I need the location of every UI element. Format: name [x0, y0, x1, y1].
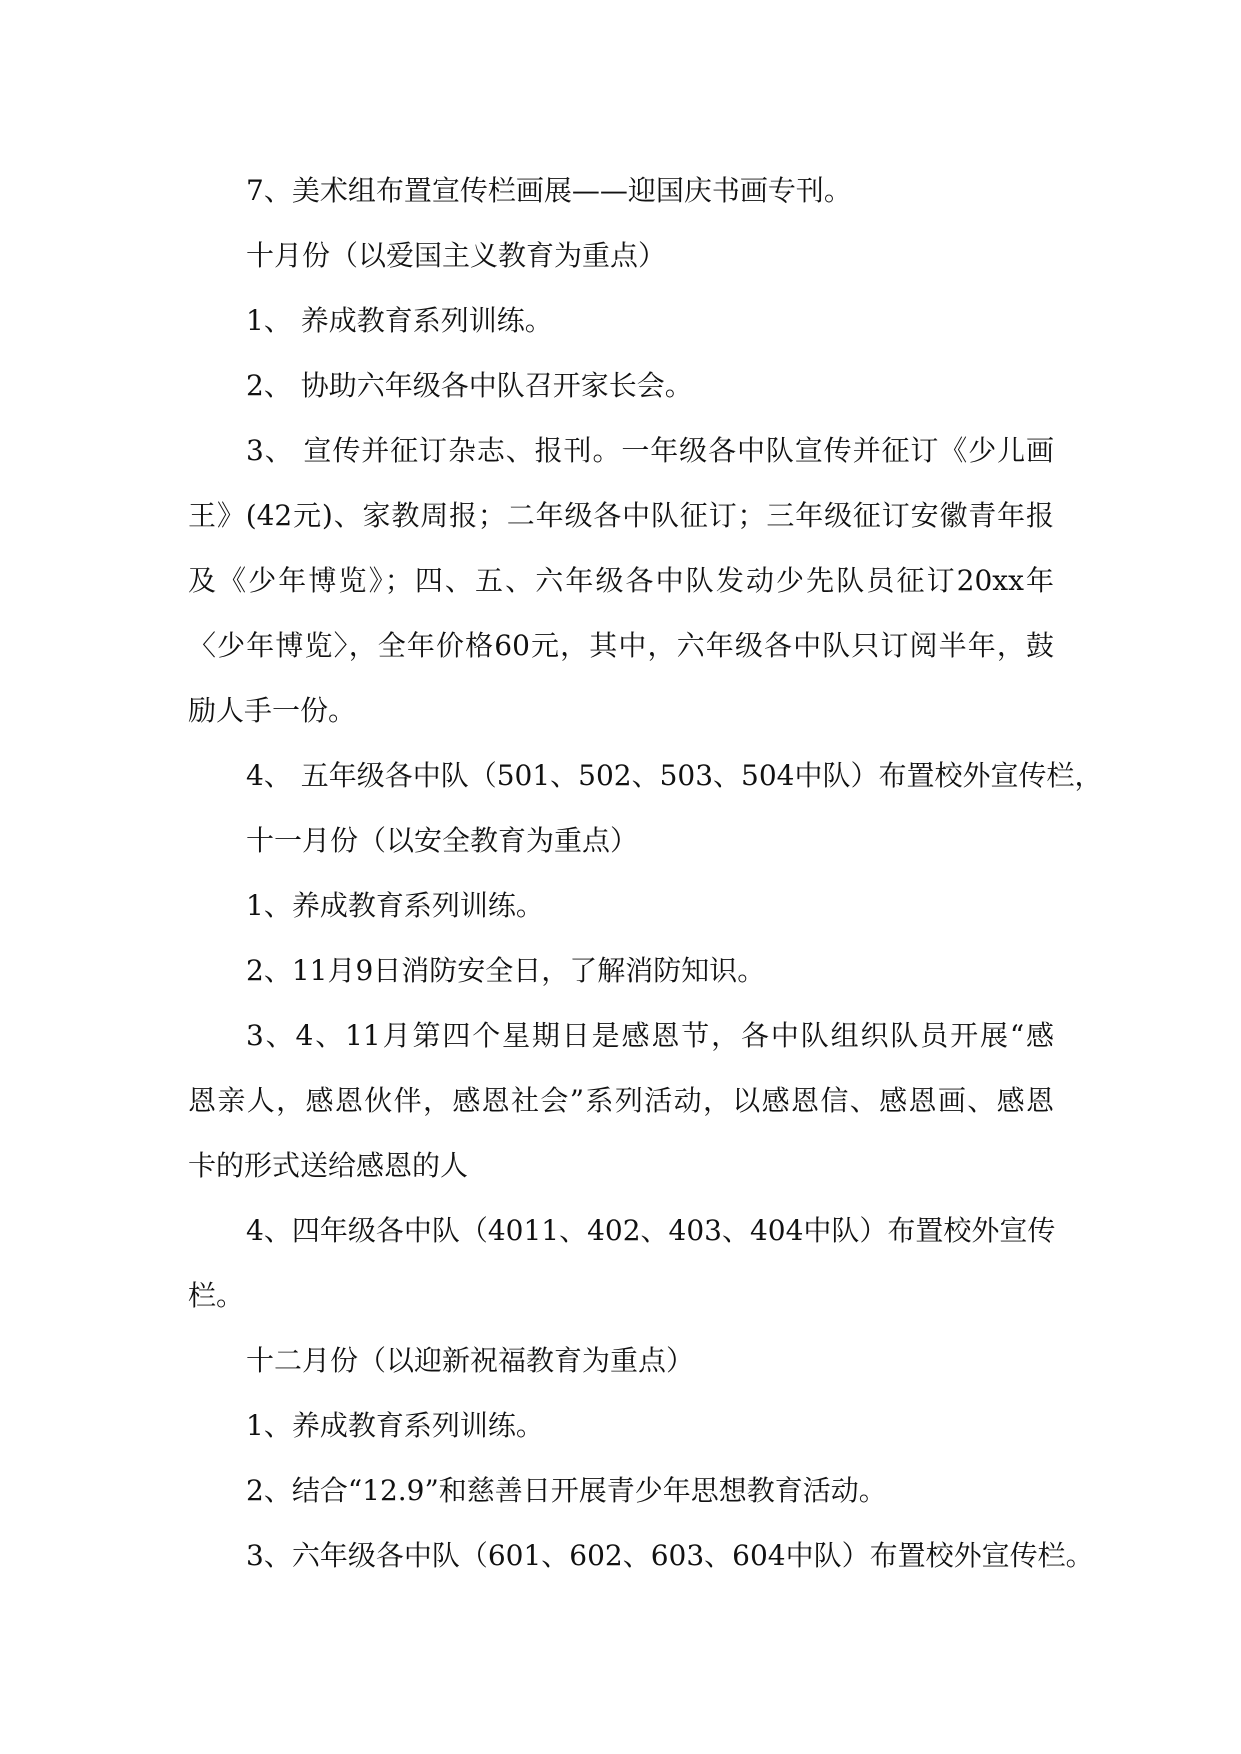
november-item-4-line-1: 4、四年级各中队（4011、402、403、404中队）布置校外宣传: [246, 1214, 1056, 1247]
december-item-3: 3、六年级各中队（601、602、603、604中队）布置校外宣传栏。: [246, 1539, 1094, 1572]
heading-november: 十一月份（以安全教育为重点）: [246, 824, 639, 857]
paragraph-art-group-exhibit: 7、美术组布置宣传栏画展——迎国庆书画专刊。: [246, 174, 852, 207]
october-item-1: 1、 养成教育系列训练。: [246, 304, 553, 337]
november-item-3-line-3: 卡的形式送给感恩的人: [188, 1149, 469, 1182]
heading-october: 十月份（以爱国主义教育为重点）: [246, 239, 667, 272]
october-item-3-line-2: 王》(42元)、家教周报；二年级各中队征订；三年级征订安徽青年报: [188, 499, 1054, 532]
october-item-3-line-5: 励人手一份。: [188, 694, 357, 727]
october-item-3-line-3: 及《少年博览》；四、五、六年级各中队发动少先队员征订20xx年: [188, 564, 1054, 597]
october-item-4: 4、 五年级各中队（501、502、503、504中队）布置校外宣传栏，: [246, 759, 1103, 792]
november-item-4-line-2: 栏。: [188, 1279, 245, 1312]
heading-december: 十二月份（以迎新祝福教育为重点）: [246, 1344, 695, 1377]
december-item-1: 1、养成教育系列训练。: [246, 1409, 544, 1442]
document-body: [188, 158, 1103, 1588]
november-item-3-line-2: 恩亲人，感恩伙伴，感恩社会”系列活动，以感恩信、感恩画、感恩: [188, 1084, 1054, 1117]
october-item-3-line-4: 〈少年博览〉，全年价格60元，其中，六年级各中队只订阅半年，鼓: [188, 629, 1054, 662]
november-item-2: 2、11月9日消防安全日，了解消防知识。: [246, 954, 766, 987]
november-item-1: 1、养成教育系列训练。: [246, 889, 544, 922]
october-item-2: 2、 协助六年级各中队召开家长会。: [246, 369, 693, 402]
november-item-3-line-1: 3、4、11月第四个星期日是感恩节，各中队组织队员开展“感: [246, 1019, 1054, 1052]
october-item-3-line-1: 3、 宣传并征订杂志、报刊。一年级各中队宣传并征订《少儿画: [246, 434, 1054, 467]
december-item-2: 2、结合“12.9”和慈善日开展青少年思想教育活动。: [246, 1474, 887, 1507]
